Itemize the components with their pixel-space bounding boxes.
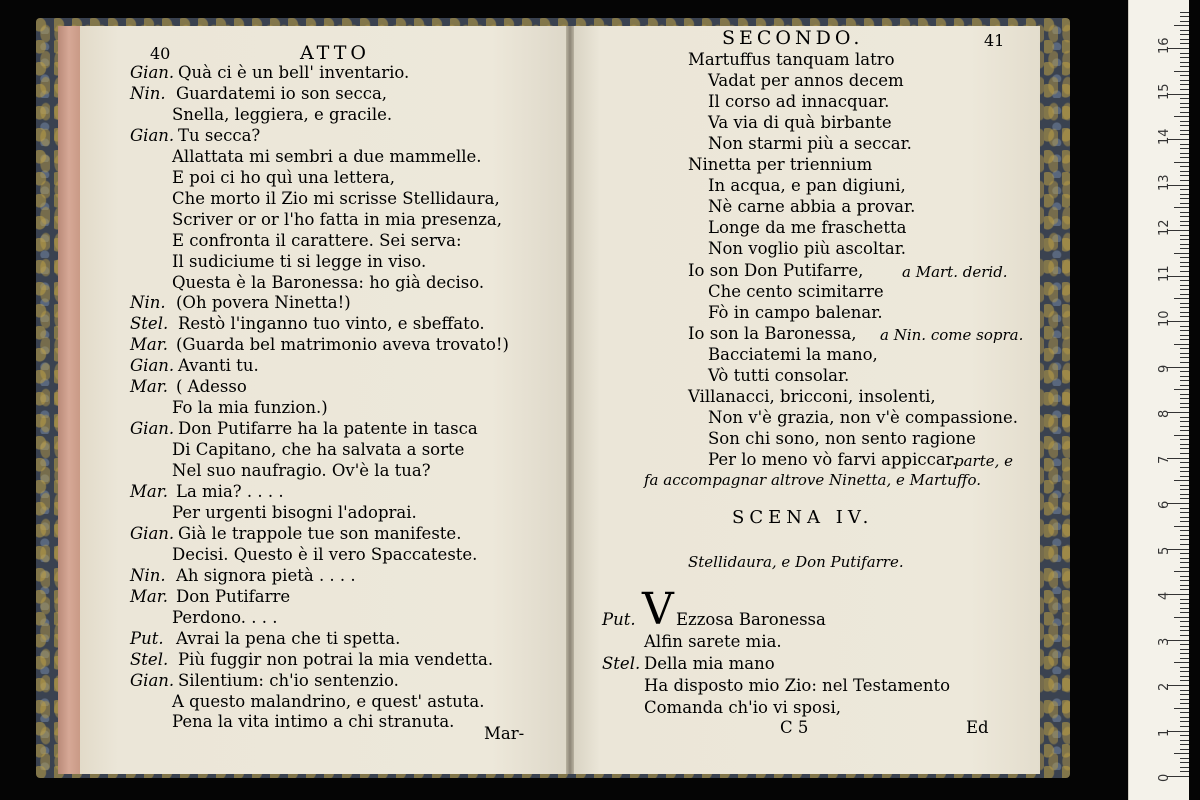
ruler-tick <box>1180 562 1189 563</box>
ruler-label: 11 <box>1157 264 1172 282</box>
ruler-tick <box>1174 298 1189 299</box>
ruler-tick <box>1180 494 1189 495</box>
ruler-tick <box>1180 12 1189 13</box>
ruler-label: 3 <box>1157 637 1172 646</box>
ruler-tick <box>1180 362 1189 363</box>
left-running-head: ATTO <box>300 42 370 64</box>
verse-line: Pena la vita intimo a chi stranuta. <box>172 712 455 732</box>
speaker-label: Stel. <box>130 314 169 334</box>
speaker-label: Nin. <box>130 83 166 103</box>
ruler-tick <box>1180 348 1189 349</box>
ruler-tick <box>1180 121 1189 122</box>
verse-line: Già le trappole tue son manifeste. <box>178 523 462 543</box>
ruler-tick <box>1180 690 1189 691</box>
ruler-tick <box>1174 25 1189 26</box>
verse-line: Fò in campo balenar. <box>708 302 883 322</box>
ruler-tick <box>1174 71 1189 72</box>
verse-line: La mia? . . . . <box>176 482 284 501</box>
verse-line: (Guarda bel matrimonio aveva trovato!) <box>176 335 509 355</box>
verse-line: (Oh povera Ninetta!) <box>176 293 351 313</box>
ruler-label: 6 <box>1157 500 1172 509</box>
ruler-tick <box>1180 599 1189 600</box>
stage-direction: a Nin. come sopra. <box>880 325 1024 344</box>
ruler-tick <box>1180 512 1189 513</box>
ruler-tick <box>1180 266 1189 267</box>
verse-line: In acqua, e pan digiuni, <box>708 176 906 196</box>
verse-line: Quà ci è un bell' inventario. <box>178 63 410 82</box>
speaker-label: Mar. <box>130 586 169 606</box>
ruler-tick <box>1180 644 1189 645</box>
ruler-tick <box>1180 262 1189 263</box>
ruler-tick <box>1180 626 1189 627</box>
ruler-tick <box>1174 162 1189 163</box>
ruler-tick <box>1180 330 1189 331</box>
verse-line: A questo malandrino, e quest' astuta. <box>172 691 485 711</box>
ruler-tick <box>1180 621 1189 622</box>
ruler-tick <box>1180 316 1189 317</box>
ruler-tick <box>1180 717 1189 718</box>
ruler-tick <box>1180 357 1189 358</box>
ruler-tick <box>1180 453 1189 454</box>
ruler-tick <box>1180 303 1189 304</box>
speaker-label: Gian. <box>130 356 175 376</box>
ruler-tick <box>1180 271 1189 272</box>
ruler-tick <box>1180 498 1189 499</box>
ruler-tick <box>1180 353 1189 354</box>
ruler-tick <box>1180 294 1189 295</box>
ruler-tick <box>1180 289 1189 290</box>
ruler-label: 2 <box>1157 682 1172 691</box>
ruler-tick <box>1180 216 1189 217</box>
stage-direction: a Mart. derid. <box>902 262 1008 281</box>
ruler-tick <box>1180 171 1189 172</box>
speaker-label: Gian. <box>130 63 175 82</box>
ruler-tick <box>1180 439 1189 440</box>
verse-line: Per lo meno vò farvi appiccar. <box>708 449 957 469</box>
ruler-tick <box>1180 244 1189 245</box>
ruler-tick <box>1180 740 1189 741</box>
ruler-tick <box>1180 98 1189 99</box>
ruler-tick <box>1180 125 1189 126</box>
verse-line: Avanti tu. <box>178 356 259 376</box>
drop-initial: V <box>642 584 674 635</box>
verse-line: Non voglio più ascoltar. <box>708 239 907 259</box>
ruler-tick <box>1180 462 1189 463</box>
ruler-tick <box>1180 148 1189 149</box>
verse-line: Più fuggir non potrai la mia vendetta. <box>178 649 494 669</box>
ruler-tick <box>1180 380 1189 381</box>
ruler-tick <box>1180 339 1189 340</box>
ruler-label: 16 <box>1157 37 1172 54</box>
ruler-tick <box>1174 662 1189 663</box>
verse-line: Comanda ch'io vi sposi, <box>644 698 841 717</box>
ruler-label: 1 <box>1157 728 1172 737</box>
left-page-number: 40 <box>150 44 171 63</box>
ruler-tick <box>1180 153 1189 154</box>
ruler-tick <box>1180 239 1189 240</box>
ruler-tick <box>1180 539 1189 540</box>
ruler-tick <box>1180 80 1189 81</box>
ruler-tick <box>1180 676 1189 677</box>
ruler-tick <box>1180 89 1189 90</box>
ruler-tick <box>1180 307 1189 308</box>
ruler-tick <box>1174 480 1189 481</box>
ruler-tick <box>1180 476 1189 477</box>
ruler-tick <box>1174 753 1189 754</box>
verse-line: Non starmi più a seccar. <box>708 134 912 154</box>
verse-line: Questa è la Baronessa: ho già deciso. <box>172 272 485 292</box>
ruler-tick <box>1180 84 1189 85</box>
verse-line: Guardatemi io son secca, <box>176 83 388 103</box>
verse-line: Don Putifarre ha la patente in tasca <box>178 419 478 439</box>
ruler-tick <box>1180 758 1189 759</box>
ruler-label: 4 <box>1157 591 1172 600</box>
verse-line: Don Putifarre <box>176 586 291 606</box>
ruler-tick <box>1180 635 1189 636</box>
ruler-tick <box>1174 344 1189 345</box>
ruler-tick <box>1180 30 1189 31</box>
ruler-tick <box>1180 53 1189 54</box>
verse-line: Villanacci, bricconi, insolenti, <box>688 386 936 406</box>
verse-line: Restò l'inganno tuo vinto, e sbeffato. <box>178 314 485 334</box>
ruler-tick <box>1180 580 1189 581</box>
ruler-tick <box>1180 371 1189 372</box>
speaker-label: Stel. <box>130 649 169 669</box>
ruler-tick <box>1180 66 1189 67</box>
verse-line: Perdono. . . . <box>172 607 278 627</box>
ruler-tick <box>1180 189 1189 190</box>
stage-direction: parte, e <box>954 451 1014 470</box>
ruler-tick <box>1180 407 1189 408</box>
ruler-tick <box>1180 62 1189 63</box>
verse-line: Bacciatemi la mano, <box>708 344 878 364</box>
ruler-tick <box>1180 326 1189 327</box>
book-gutter <box>566 26 574 774</box>
ruler-tick <box>1180 749 1189 750</box>
ruler-tick <box>1180 235 1189 236</box>
ruler-label: 13 <box>1157 173 1172 191</box>
ruler-tick <box>1180 180 1189 181</box>
ruler-tick <box>1180 103 1189 104</box>
ruler-tick <box>1180 257 1189 258</box>
speaker-label: Gian. <box>130 125 175 145</box>
verse-line: E poi ci ho quì una lettera, <box>172 167 395 187</box>
ruler-tick <box>1180 385 1189 386</box>
speaker-label: Mar. <box>130 482 169 501</box>
speaker-label: Mar. <box>130 377 169 397</box>
ruler-tick <box>1180 112 1189 113</box>
ruler-tick <box>1180 335 1189 336</box>
right-page-number: 41 <box>984 31 1005 50</box>
ruler-tick <box>1180 767 1189 768</box>
verse-line: Io son la Baronessa, <box>688 323 857 343</box>
verse-line: Tu secca? <box>178 125 261 145</box>
verse-line: Che cento scimitarre <box>708 281 884 301</box>
ruler-tick <box>1180 653 1189 654</box>
ruler-tick <box>1180 585 1189 586</box>
ruler-tick <box>1180 603 1189 604</box>
ruler-label: 5 <box>1157 546 1172 555</box>
ruler-tick <box>1180 194 1189 195</box>
speaker-label: Gian. <box>130 419 175 439</box>
verse-line: Per urgenti bisogni l'adoprai. <box>172 502 417 522</box>
ruler-tick <box>1174 617 1189 618</box>
ruler-label: 7 <box>1157 455 1172 464</box>
ruler-tick <box>1180 558 1189 559</box>
speaker-label: Nin. <box>130 565 166 585</box>
exit-direction: fa accompagnar altrove Ninetta, e Martuffo. <box>644 471 982 489</box>
verse-line: Fo la mia funzion.) <box>172 398 328 418</box>
ruler-tick <box>1180 166 1189 167</box>
ruler-tick <box>1180 312 1189 313</box>
ruler-tick <box>1180 589 1189 590</box>
ruler-tick <box>1180 667 1189 668</box>
verse-line: Martuffus tanquam latro <box>688 50 895 69</box>
verse-line: Vadat per annos decem <box>708 71 904 91</box>
ruler-label: 0 <box>1157 773 1172 782</box>
verse-line: Ha disposto mio Zio: nel Testamento <box>644 676 951 695</box>
ruler-tick <box>1180 421 1189 422</box>
verse-line: Io son Don Putifarre, <box>688 260 864 280</box>
verse-line: Allattata mi sembri a due mammelle. <box>172 146 482 166</box>
ruler-tick <box>1180 57 1189 58</box>
speaker-label: Mar. <box>130 335 169 355</box>
ruler-tick <box>1180 521 1189 522</box>
ruler-label: 12 <box>1157 219 1172 236</box>
ruler-tick <box>1180 376 1189 377</box>
ruler-tick <box>1180 280 1189 281</box>
verse-line: Di Capitano, che ha salvata a sorte <box>172 440 465 460</box>
ruler-label: 10 <box>1157 310 1172 327</box>
ruler-tick <box>1180 703 1189 704</box>
verse-line: Son chi sono, non sento ragione <box>708 428 976 448</box>
speaker-label: Gian. <box>130 523 175 543</box>
ruler-tick <box>1180 771 1189 772</box>
ruler-tick <box>1180 34 1189 35</box>
ruler-tick <box>1180 762 1189 763</box>
speaker-label: Put. <box>602 610 636 629</box>
verse-line: Vò tutti consolar. <box>708 365 850 385</box>
verse-line: Nè carne abbia a provar. <box>708 197 916 217</box>
ruler-tick <box>1180 467 1189 468</box>
ruler-tick <box>1180 444 1189 445</box>
ruler-tick <box>1180 175 1189 176</box>
ruler-tick <box>1180 535 1189 536</box>
ruler-tick <box>1180 671 1189 672</box>
ruler-label: 8 <box>1157 409 1172 418</box>
ruler-tick <box>1180 489 1189 490</box>
ruler-tick <box>1180 680 1189 681</box>
ruler-tick <box>1174 708 1189 709</box>
speaker-label: Gian. <box>130 670 175 690</box>
ruler-tick <box>1180 485 1189 486</box>
speaker-label: Put. <box>130 628 164 648</box>
verse-line: Che morto il Zio mi scrisse Stellidaura, <box>172 188 500 208</box>
verse-line: Avrai la pena che ti spetta. <box>176 628 401 648</box>
ruler-tick <box>1180 39 1189 40</box>
ruler-tick <box>1180 43 1189 44</box>
ruler-tick <box>1180 471 1189 472</box>
ruler-tick <box>1174 389 1189 390</box>
ruler-tick <box>1180 426 1189 427</box>
ruler-tick <box>1174 116 1189 117</box>
speaker-label: Stel. <box>602 654 641 673</box>
verse-line: Snella, leggiera, e gracile. <box>172 104 393 124</box>
ruler-tick <box>1174 526 1189 527</box>
ruler-tick <box>1180 630 1189 631</box>
verse-line: Decisi. Questo è il vero Spaccateste. <box>172 544 478 564</box>
ruler-tick <box>1180 544 1189 545</box>
ruler-tick <box>1180 530 1189 531</box>
verse-line: Va via di quà birbante <box>708 113 892 133</box>
ruler-tick <box>1180 712 1189 713</box>
ruler-tick <box>1180 612 1189 613</box>
ruler-tick <box>1180 744 1189 745</box>
ruler-tick <box>1180 248 1189 249</box>
verse-line: Silentium: ch'io sentenzio. <box>178 670 399 690</box>
signature-mark: C 5 <box>780 718 809 737</box>
ruler-tick <box>1180 398 1189 399</box>
ruler-tick <box>1180 694 1189 695</box>
ruler-tick <box>1180 417 1189 418</box>
ruler-tick <box>1180 726 1189 727</box>
verse-line: Scriver or or l'ho fatta in mia presenza, <box>172 209 502 229</box>
measuring-ruler <box>1128 0 1189 800</box>
verse-line: Ezzosa Baronessa <box>676 610 826 629</box>
ruler-tick <box>1180 198 1189 199</box>
red-page-edge <box>58 26 80 774</box>
verse-line: ( Adesso <box>176 377 247 397</box>
ruler-tick <box>1174 253 1189 254</box>
ruler-tick <box>1180 221 1189 222</box>
ruler-tick <box>1180 212 1189 213</box>
right-running-head: SECONDO. <box>722 27 864 49</box>
ruler-label: 15 <box>1157 82 1172 100</box>
ruler-tick <box>1180 225 1189 226</box>
ruler-tick <box>1180 699 1189 700</box>
scene-title: SCENA IV. <box>732 507 874 528</box>
left-catchword: Mar- <box>484 724 525 743</box>
ruler-tick <box>1180 735 1189 736</box>
verse-line: Non v'è grazia, non v'è compassione. <box>708 407 1018 427</box>
verse-line: Della mia mano <box>644 654 775 673</box>
verse-line: Nel suo naufragio. Ov'è la tua? <box>172 461 431 481</box>
ruler-tick <box>1180 517 1189 518</box>
verse-line: Il corso ad innacquar. <box>708 92 890 112</box>
ruler-tick <box>1180 394 1189 395</box>
ruler-tick <box>1180 403 1189 404</box>
ruler-tick <box>1180 285 1189 286</box>
ruler-tick <box>1180 130 1189 131</box>
speaker-label: Nin. <box>130 293 166 313</box>
ruler-tick <box>1180 567 1189 568</box>
verse-line: Alfin sarete mia. <box>644 632 782 651</box>
ruler-tick <box>1174 207 1189 208</box>
verse-line: Il sudiciume ti si legge in viso. <box>172 251 427 271</box>
verse-line: E confronta il carattere. Sei serva: <box>172 230 462 250</box>
ruler-tick <box>1180 430 1189 431</box>
ruler-tick <box>1174 571 1189 572</box>
ruler-tick <box>1180 576 1189 577</box>
ruler-tick <box>1180 608 1189 609</box>
ruler-tick <box>1180 658 1189 659</box>
right-catchword: Ed <box>966 718 989 737</box>
ruler-tick <box>1180 21 1189 22</box>
ruler-label: 9 <box>1157 364 1172 373</box>
verse-line: Ah signora pietà . . . . <box>176 565 356 585</box>
ruler-tick <box>1174 435 1189 436</box>
scene-characters: Stellidaura, e Don Putifarre. <box>688 553 904 571</box>
ruler-tick <box>1180 553 1189 554</box>
ruler-tick <box>1180 649 1189 650</box>
ruler-tick <box>1180 157 1189 158</box>
ruler-tick <box>1180 448 1189 449</box>
ruler-label: 14 <box>1157 128 1172 145</box>
ruler-tick <box>1180 144 1189 145</box>
ruler-tick <box>1180 721 1189 722</box>
ruler-tick <box>1180 107 1189 108</box>
ruler-tick <box>1180 134 1189 135</box>
ruler-tick <box>1180 16 1189 17</box>
ruler-tick <box>1180 203 1189 204</box>
verse-line: Ninetta per triennium <box>688 155 873 175</box>
ruler-tick <box>1180 75 1189 76</box>
verse-line: Longe da me fraschetta <box>708 218 907 238</box>
ruler-tick <box>1180 508 1189 509</box>
